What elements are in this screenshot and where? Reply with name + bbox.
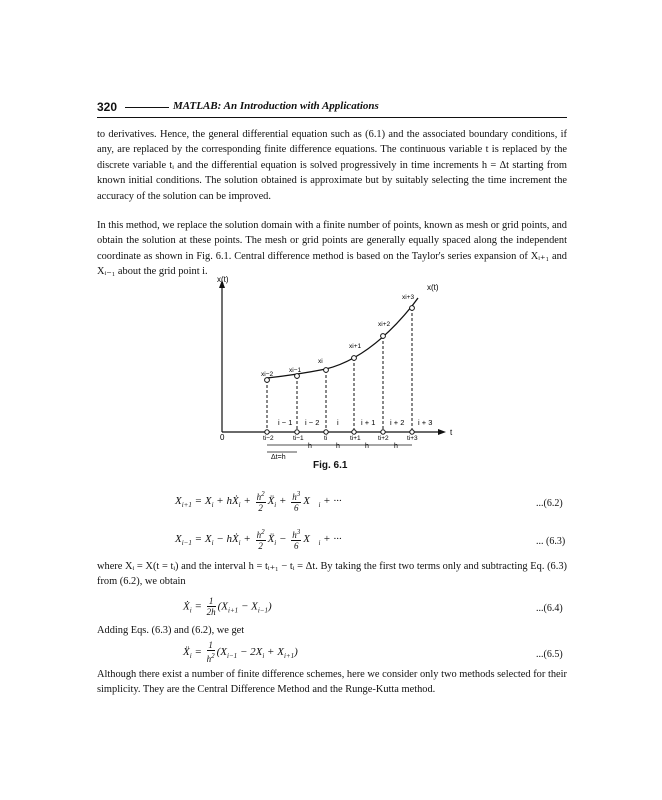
- origin-label: 0: [220, 433, 225, 442]
- figure-caption: Fig. 6.1: [313, 460, 348, 471]
- axis-point: [410, 430, 414, 434]
- curve-label: x(t): [427, 283, 439, 292]
- header-divider: [97, 117, 567, 118]
- axis-point: [295, 430, 299, 434]
- grid-point: [381, 334, 386, 339]
- dt-label: Δt=h: [271, 454, 286, 461]
- finite-difference-diagram: [205, 272, 455, 462]
- book-title: MATLAB: An Introduction with Applications: [173, 100, 379, 112]
- equation-6-3-number: ... (6.3): [536, 536, 566, 547]
- y-axis-label: x(t): [217, 275, 229, 284]
- equation-6-5: Ẍ$_i$ = $\frac{1}{h^2}$ $(X_{i-1} - 2X_i + X_{i+1})$: [183, 640, 298, 664]
- point-label: xi−1: [289, 367, 302, 374]
- equation-6-3: $X_{i-1} = X_i$ − hẊ$_i$ + $\frac{h^2}{2}$ Ẍ$_i$ − $\frac{h^3}{6}$ $X⃛_i$ + ···: [175, 528, 342, 551]
- grid-point: [410, 306, 415, 311]
- interval-label: i − 1: [278, 418, 293, 427]
- x-axis-label: t: [450, 428, 453, 437]
- point-label: xi+3: [402, 294, 415, 301]
- equation-6-2: $X_{i+1} = X_i$ + hẊ$_i$ + $\frac{h^2}{2}$ Ẍ$_i$ + $\frac{h^3}{6}$ $X⃛_i$ + ···: [175, 490, 342, 513]
- step-label: h: [308, 443, 312, 450]
- equation-6-5-number: ...(6.5): [536, 649, 563, 660]
- axis-point: [324, 430, 328, 434]
- grid-point: [324, 368, 329, 373]
- page-number: 320: [97, 100, 118, 114]
- point-label: xi+2: [378, 321, 391, 328]
- step-label: h: [394, 443, 398, 450]
- axis-point: [381, 430, 385, 434]
- point-label: xi: [318, 358, 323, 365]
- grid-point: [265, 378, 270, 383]
- step-label: h: [336, 443, 340, 450]
- point-label: xi+1: [349, 343, 362, 350]
- equation-6-2-number: ...(6.2): [536, 498, 563, 509]
- grid-point: [352, 356, 357, 361]
- paragraph-mesh: In this method, we replace the solution domain with a finite number of points, known as mesh or grid points, and obtain the solution at these points. The mesh or grid points are generally equally spaced along the independent coordinate as shown in Fig. 6.1. Central difference method is based on the Taylor's series expansion of Xᵢ₊₁ and Xᵢ₋₁ about the grid point i.: [97, 220, 567, 278]
- time-label: ti−2: [263, 435, 274, 442]
- time-label: ti+3: [407, 435, 418, 442]
- grid-point: [295, 374, 300, 379]
- axis-point: [265, 430, 269, 434]
- interval-label: i − 2: [305, 418, 320, 427]
- paragraph-intro: to derivatives. Hence, the general differential equation such as (6.1) and the associated boundary conditions, if any, are replaced by the corresponding finite difference equations. The continuous variable t is replaced by the discrete variable tᵢ and the differential equation is solved progressively in time increments h = Δt starting from known initial conditions. The solution obtained is approximate but by suitably selecting the time increment the accuracy of the solution can be improved.: [97, 129, 567, 202]
- equation-6-4: Ẋ$_i$ = $\frac{1}{2h}$ $(X_{i+1} - X_{i-1})$: [183, 596, 272, 617]
- paragraph-interval: where Xᵢ = X(t = tᵢ) and the interval h = tᵢ₊₁ − tᵢ = Δt. By taking the first two terms only and subtracting Eq. (6.3) from (6.2), we obtain: [97, 561, 567, 588]
- point-label: xi−2: [261, 371, 274, 378]
- paragraph-methods: Although there exist a number of finite difference schemes, here we consider only two methods selected for their simplicity. They are the Central Difference Method and the Runge-Kutta method.: [97, 669, 567, 696]
- time-label: ti: [324, 435, 328, 442]
- axis-point: [352, 430, 356, 434]
- interval-label: i + 3: [418, 418, 433, 427]
- interval-label: i + 1: [361, 418, 376, 427]
- step-label: h: [365, 443, 369, 450]
- equation-6-4-number: ...(6.4): [536, 603, 563, 614]
- time-label: ti+1: [350, 435, 361, 442]
- paragraph-adding: Adding Eqs. (6.3) and (6.2), we get: [97, 625, 245, 636]
- running-header: [97, 100, 567, 116]
- x-axis-arrow-icon: [438, 429, 446, 435]
- interval-label: i + 2: [390, 418, 405, 427]
- solution-curve: [267, 298, 418, 378]
- time-label: ti+2: [378, 435, 389, 442]
- figure-6-1: [205, 272, 455, 467]
- time-label: ti−1: [293, 435, 304, 442]
- interval-label: i: [337, 418, 339, 427]
- header-rule: [125, 107, 169, 108]
